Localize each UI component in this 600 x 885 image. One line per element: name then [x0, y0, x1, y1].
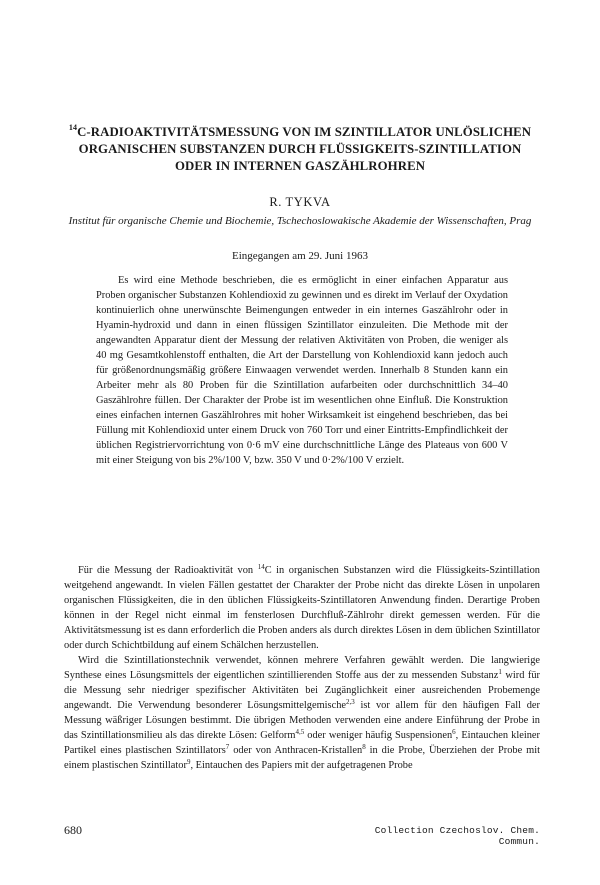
text-run: , Eintauchen kleiner Partikel eines plastischen Szintillators	[64, 730, 540, 756]
page-number: 680	[64, 823, 82, 837]
abstract	[96, 273, 508, 468]
text-run: , Eintauchen des Papiers mit der aufgetragenen Probe	[190, 760, 413, 771]
text-run: oder von Anthracen-Kristallen	[229, 745, 363, 756]
paper-title	[60, 124, 540, 175]
received-date: Eingegangen am 29. Juni 1963	[232, 250, 368, 262]
text-run: Wird die Szintillationstechnik verwendet, können mehrere Verfahren gewählt werden. Die langwierige Synthese eines Lösungsmittels der eigentlichen szintillierenden Stoffe aus der zu messenden Substanz	[64, 655, 540, 681]
text-run: oder weniger häufig Suspensionen	[304, 730, 453, 741]
body-paragraph-1	[64, 563, 540, 653]
citation-ref: 2,3	[346, 698, 355, 706]
author-name: R. TYKVA	[269, 195, 331, 209]
citation-ref: 7	[225, 743, 230, 751]
text-run: C in organischen Substanzen wird die Flüssigkeits-Szintillation weitgehend angewandt. In vielen Fällen gestattet der Charakter der Probe nicht das direkte Lösen in unpolaren organischen Flüssigkeiten, die in den üblichen Flüssigkeits-Szintillatoren Anwendung finden. Derartige Proben können in der Regel nicht einmal im fensterlosen Durchfluß-Zählrohr direkt gemessen werden. Für die Aktivitätsmessung ist es dann erforderlich die Proben anders als durch direktes Lösen in dem üblichen Szintillator oder durch Schichtbildung auf einem Schälchen herzustellen.	[64, 565, 540, 651]
citation-ref: 6	[452, 728, 456, 736]
body-text	[64, 563, 540, 773]
affiliation: Institut für organische Chemie und Biochemie, Tschechoslowakische Akademie der Wissenschaften, Prag	[68, 215, 532, 227]
text-run: Für die Messung der Radioaktivität von	[78, 565, 258, 576]
citation-ref: 4,5	[295, 728, 305, 736]
text-run: ist vor allem für den häufigen Fall der Messung wäßriger Lösungen bestimmt. Die übrigen Methoden verwenden eine andere Einführung der Probe in das Szintillationsmilieu als das direkte Lösen: Gelform	[64, 700, 540, 741]
abstract-text: Es wird eine Methode beschrieben, die es ermöglicht in einer einfachen Apparatur aus Proben organischer Substanzen Kohlendioxid zu gewinnen und es direkt im Verlauf der Oxydation kontinuierlich ohne unerwünschte Beimengungen entweder in ein internes Gaszählrohr oder in Hyamin-hydroxid und dann in einen flüssigen Szintillator einzuleiten. Die Methode mit der angewandten Apparatur dient der Messung der relativen Aktivitäten von Proben, die weniger als 40 mg Gesamtkohlenstoff enthalten, die Art der Darstellung von Kohlendioxid kann jedoch auch für größenordnungsmäßig größere Einwaagen verwendet werden. Innerhalb 8 Stunden kann ein Arbeiter mehr als 80 Proben für die Szintillation aufarbeiten oder durchschnittlich 34–40 Gaszählrohre füllen. Der Charakter der Probe ist im wesentlichen ohne Einfluß. Die Konstruktion eines einfachen internen Gaszählrohres mit hoher Wirksamkeit ist eingehend beschrieben, das bei Füllung mit Kohlendioxid unter einem Druck von 760 Torr und einer Eintritts-Empfindlichkeit der üblichen Registriervorrichtung von 0·6 mV eine durchschnittliche Länge des Plateaus von 600 V mit einer Steigung von bis 2%/100 V, bzw. 350 V und 0·2%/100 V erzielt.	[96, 275, 508, 466]
title-text: C-RADIOAKTIVITÄTSMESSUNG VON IM SZINTILLATOR UNLÖSLICHEN ORGANISCHEN SUBSTANZEN DURCH FLÜSSIGKEITS-SZINTILLATION ODER IN INTERNEN GASZÄHLROHREN	[77, 125, 532, 173]
citation-ref: 9	[186, 758, 191, 766]
superscript: 14	[257, 563, 265, 571]
text-run: wird für die Messung sehr niedriger spezifischer Aktivitäten bei Zugänglichkeit einer ausreichenden Probemenge angewandt. Die Verwendung besonderer Lösungsmittelgemische	[64, 670, 541, 711]
text-run: in die Probe, Überziehen der Probe mit einem plastischen Szintillator	[64, 745, 540, 771]
journal-name: Collection Czechoslov. Chem. Commun.	[374, 825, 540, 847]
body-paragraph-2	[64, 653, 540, 773]
citation-ref: 1	[498, 668, 502, 676]
citation-ref: 8	[362, 743, 366, 751]
title-mass-number: 14	[68, 123, 78, 132]
